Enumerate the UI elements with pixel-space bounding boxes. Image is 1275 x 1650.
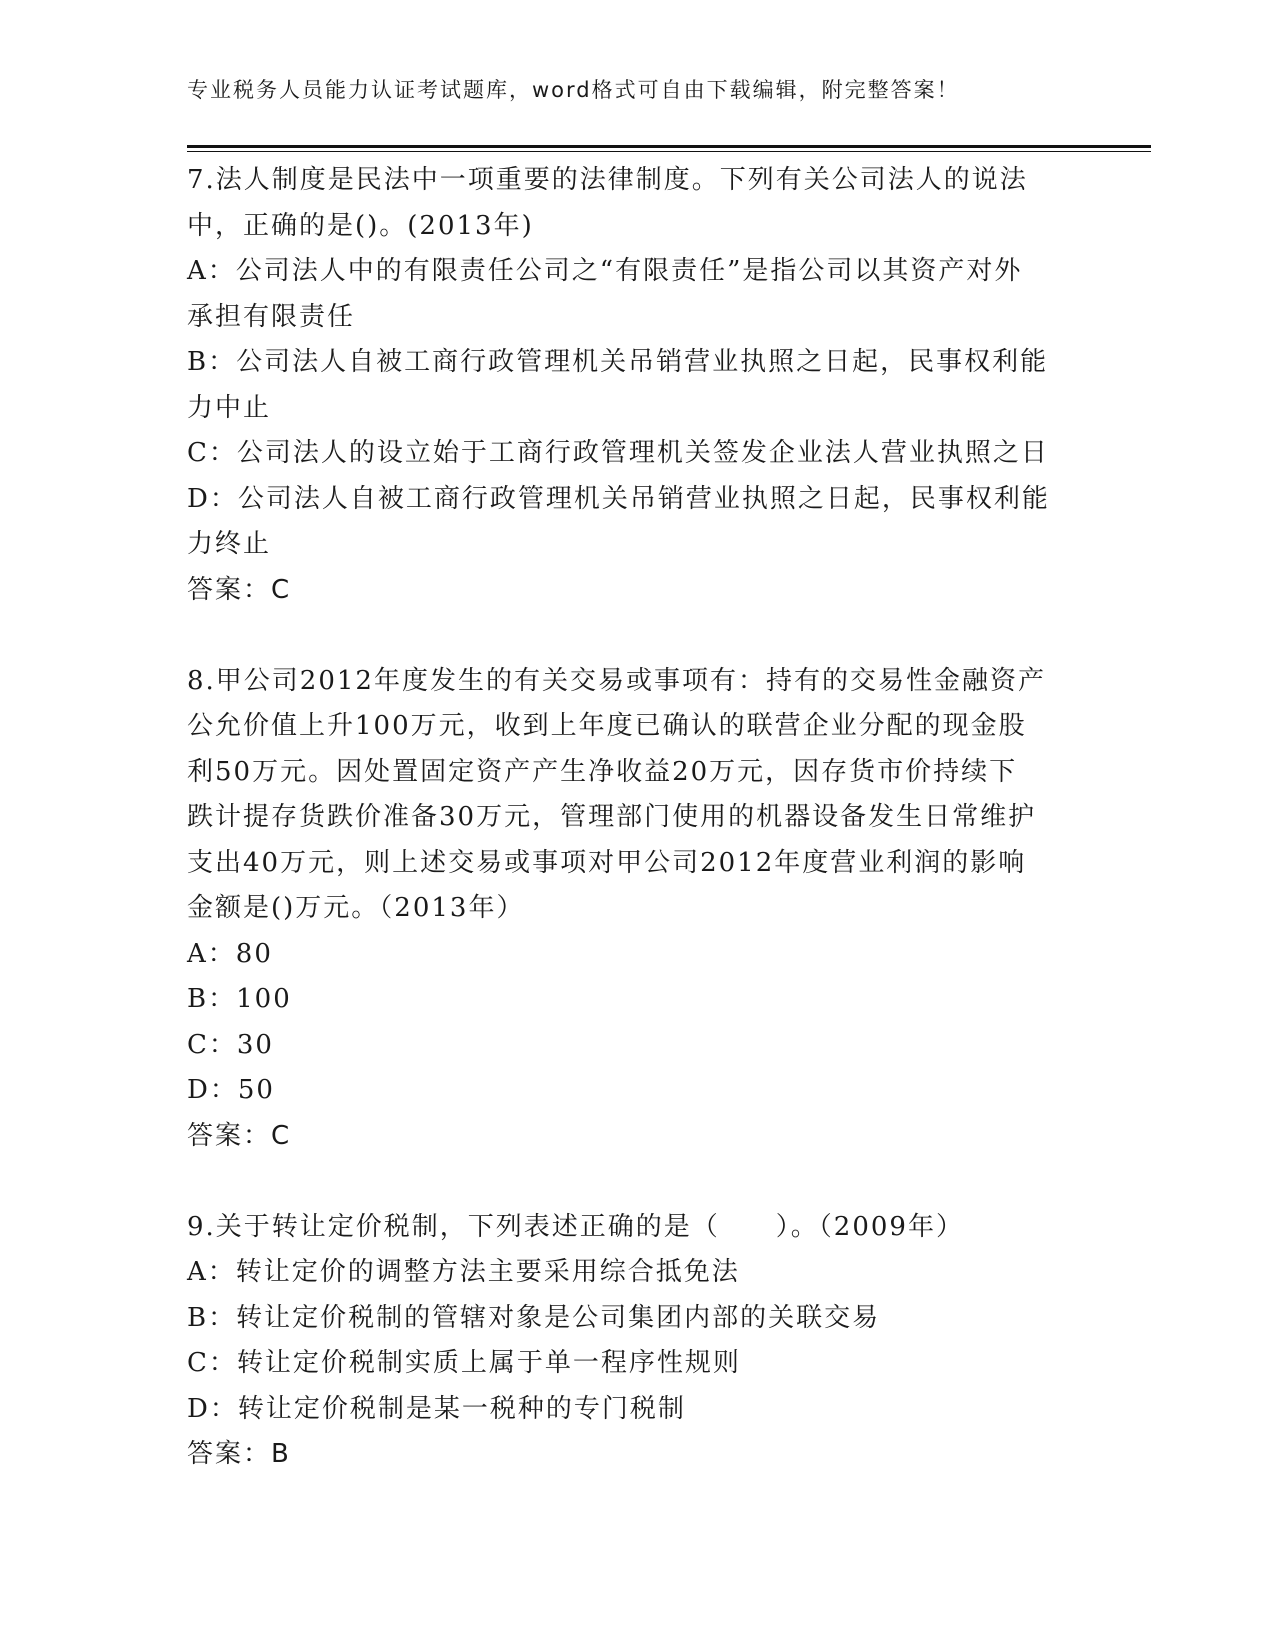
question-spacer <box>187 613 1087 659</box>
question-8 <box>187 659 1087 1160</box>
question-stem-line: 7.法人制度是民法中一项重要的法律制度。下列有关公司法人的说法 <box>187 165 1028 195</box>
option-line: B：100 <box>187 984 292 1014</box>
option-line: C：公司法人的设立始于工商行政管理机关签发企业法人营业执照之日 <box>187 438 1049 468</box>
option-line: A：转让定价的调整方法主要采用综合抵免法 <box>187 1257 740 1287</box>
question-stem-line: 公允价值上升100万元，收到上年度已确认的联营企业分配的现金股 <box>187 711 1027 741</box>
header-divider-thin <box>187 151 1151 152</box>
page-header: 专业税务人员能力认证考试题库，word格式可自由下载编辑，附完整答案！ <box>187 78 960 102</box>
question-9 <box>187 1205 1087 1478</box>
question-stem-line: 8.甲公司2012年度发生的有关交易或事项有：持有的交易性金融资产 <box>187 665 1046 696</box>
answer-line: 答案：C <box>187 574 292 605</box>
question-7 <box>187 158 1087 613</box>
question-list <box>187 158 1087 1478</box>
option-line: 承担有限责任 <box>187 301 356 332</box>
question-stem-line: 9.关于转让定价税制，下列表述正确的是（ ）。（2009年） <box>187 1211 964 1242</box>
option-line: 力中止 <box>187 392 272 423</box>
question-stem-line: 金额是()万元。（2013年） <box>187 893 525 923</box>
option-line: A：公司法人中的有限责任公司之“有限责任”是指公司以其资产对外 <box>187 256 1023 286</box>
question-stem-line: 利50万元。因处置固定资产产生净收益20万元，因存货市价持续下 <box>187 756 1018 787</box>
option-line: D：公司法人自被工商行政管理机关吊销营业执照之日起，民事权利能 <box>187 483 1050 514</box>
option-line: A：80 <box>187 938 273 969</box>
option-line: D：转让定价税制是某一税种的专门税制 <box>187 1393 686 1424</box>
question-stem-line: 中，正确的是()。(2013年) <box>187 210 534 241</box>
answer-line: 答案：C <box>187 1120 292 1151</box>
option-line: B：转让定价税制的管辖对象是公司集团内部的关联交易 <box>187 1302 881 1333</box>
option-line: D：50 <box>187 1075 275 1105</box>
question-stem-line: 支出40万元，则上述交易或事项对甲公司2012年度营业利润的影响 <box>187 847 1027 878</box>
header-divider-thick <box>187 145 1151 148</box>
option-line: 力终止 <box>187 529 272 559</box>
option-line: B：公司法人自被工商行政管理机关吊销营业执照之日起，民事权利能 <box>187 347 1049 377</box>
question-stem-line: 跌计提存货跌价准备30万元，管理部门使用的机器设备发生日常维护 <box>187 802 1037 832</box>
option-line: C：转让定价税制实质上属于单一程序性规则 <box>187 1348 741 1378</box>
answer-line: 答案：B <box>187 1439 291 1469</box>
question-spacer <box>187 1159 1087 1205</box>
option-line: C：30 <box>187 1029 274 1060</box>
